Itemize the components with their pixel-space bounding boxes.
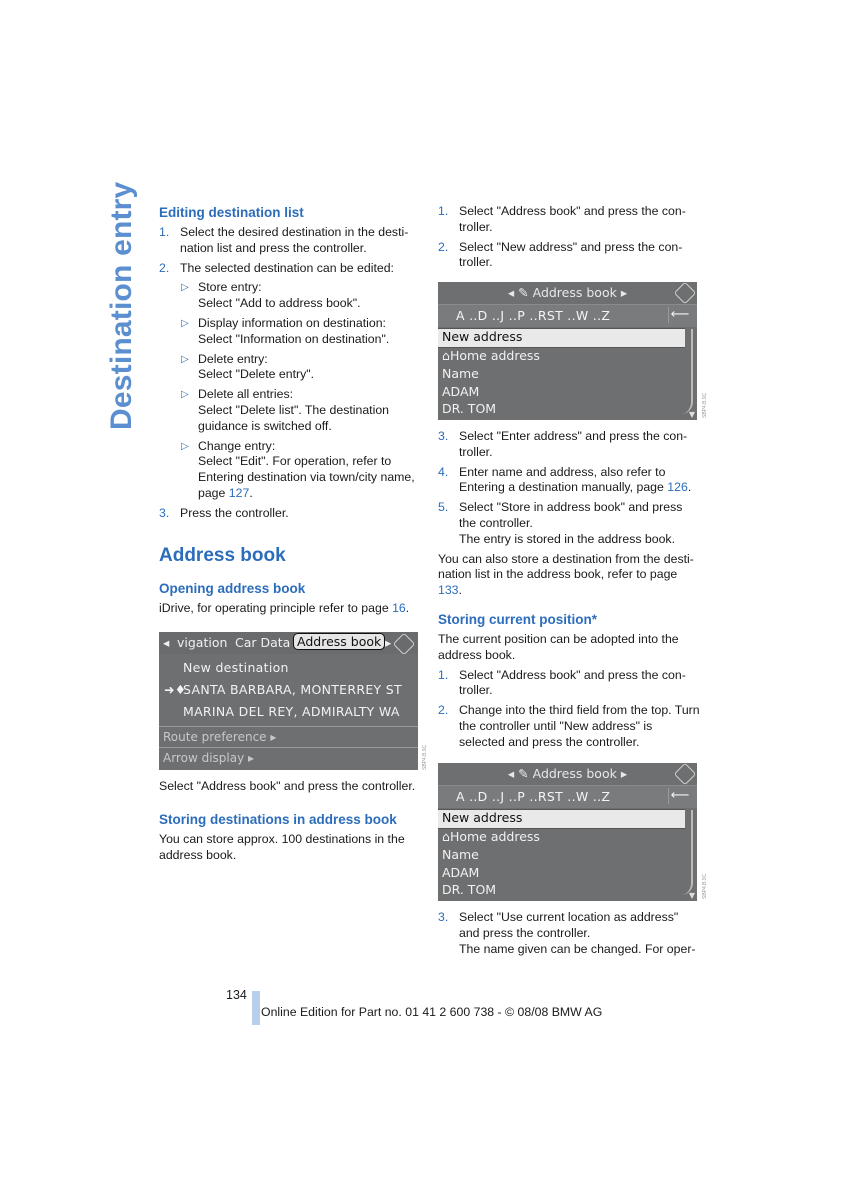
tab-navigation: vigation xyxy=(177,635,228,650)
selected-item: New address xyxy=(438,328,685,348)
back-arrow-icon: ⟵ xyxy=(668,788,691,804)
list-item: ⌂Home address xyxy=(442,348,540,363)
current-text: The current position can be adopted into the address book. xyxy=(438,631,679,662)
right-arrow-icon: ▸ xyxy=(620,766,628,781)
letter-index: A ..D ..J ..P ..RST ..W ..Z xyxy=(456,789,611,804)
screen-title-bar xyxy=(438,763,697,786)
step-item: 1. Select the desired destination in the desti-nation list and press the controller. xyxy=(159,225,409,255)
right-column xyxy=(438,204,700,271)
right-arrow-icon: ▸ xyxy=(385,635,392,650)
opening-text: iDrive, for operating principle refer to page 16. xyxy=(159,600,410,615)
also-text: You can also store a destination from the desti-nation list in the address book, refer to page 133. xyxy=(438,551,694,598)
footer-text: Online Edition for Part no. 01 41 2 600 738 - © 08/08 BMW AG xyxy=(261,1005,603,1019)
step-item: 4. Enter name and address, also refer to Entering a destination manually, page 126. xyxy=(438,464,692,495)
nav-tab-bar xyxy=(159,632,418,654)
step-item: 3. Select "Enter address" and press the con-troller. xyxy=(438,429,688,459)
letter-bar xyxy=(438,786,697,808)
list-item: DR. TOM xyxy=(442,882,497,897)
right-column-lower xyxy=(438,910,700,957)
scrollbar xyxy=(681,810,693,895)
address-book-heading: Address book xyxy=(159,544,286,566)
home-icon: ⌂ xyxy=(442,829,450,844)
side-chapter-title: Destination entry xyxy=(105,181,138,430)
page-link[interactable]: 133 xyxy=(438,583,459,598)
tab-car-data: Car Data xyxy=(235,635,291,650)
arrow-display-item: Arrow display ▸ xyxy=(163,751,255,765)
step-item: 1. Select "Address book" and press the con-troller. xyxy=(438,204,686,234)
address-book-icon: ✎ xyxy=(518,285,529,300)
page-number: 134 xyxy=(226,988,247,1002)
scroll-down-icon: ▼ xyxy=(688,891,695,900)
address-book-screen-image xyxy=(438,282,697,420)
sub-item: ▷ Store entry: Select "Add to address book". xyxy=(181,280,361,311)
tab-address-book: Address book xyxy=(293,633,385,650)
controller-icon xyxy=(393,633,416,656)
list-item: ADAM xyxy=(442,865,480,880)
sub-item: ▷ Display information on destination: Select "Information on destination". xyxy=(181,315,390,346)
left-arrow-icon: ◂ xyxy=(507,766,515,781)
left-column xyxy=(159,204,421,616)
scrollbar xyxy=(681,329,693,414)
storing-heading: Storing destinations in address book xyxy=(159,811,397,827)
sub-item: ▷ Change entry: Select "Edit". For operation, refer to Entering destination via town/city name, page 127. xyxy=(181,438,415,500)
step-item: 3. Select "Use current location as address" and press the controller. The name given can be changed. For oper- xyxy=(438,910,696,956)
nav-item-new-destination: New destination xyxy=(183,660,289,675)
page-link[interactable]: 126 xyxy=(667,480,688,495)
opening-heading: Opening address book xyxy=(159,580,306,596)
flag-arrow-icon: ➜♦ xyxy=(164,682,187,697)
select-text: Select "Address book" and press the controller. xyxy=(159,779,416,793)
letter-index: A ..D ..J ..P ..RST ..W ..Z xyxy=(456,308,611,323)
step-item: 2. Change into the third field from the top. Turn the controller until "New address" is selected and press the controller. xyxy=(438,703,700,749)
storing-text: You can store approx. 100 destinations in the address book. xyxy=(159,831,405,862)
back-arrow-icon: ⟵ xyxy=(668,307,691,323)
current-position-heading: Storing current position* xyxy=(438,611,598,627)
address-book-screen-image xyxy=(438,763,697,901)
left-arrow-icon: ◂ xyxy=(507,285,515,300)
sub-item: ▷ Delete all entries: Select "Delete list". The destination guidance is switched off. xyxy=(181,387,390,433)
left-arrow-icon: ◂ xyxy=(163,635,170,650)
letter-bar xyxy=(438,305,697,327)
sub-item: ▷ Delete entry: Select "Delete entry". xyxy=(181,351,315,382)
step-item: 5. Select "Store in address book" and press the controller. The entry is stored in the address book. xyxy=(438,500,683,546)
list-item: ⌂Home address xyxy=(442,829,540,844)
page-link[interactable]: 16 xyxy=(392,600,406,615)
left-column-lower xyxy=(159,779,421,863)
nav-item-destination: SANTA BARBARA, MONTERREY ST xyxy=(183,682,402,697)
address-book-icon: ✎ xyxy=(518,766,529,781)
step-item: 3. Press the controller. xyxy=(159,505,289,520)
step-item: 2. The selected destination can be edited: xyxy=(159,260,394,275)
footer-accent-bar xyxy=(252,991,260,1025)
list-item: Name xyxy=(442,847,479,862)
scroll-down-icon: ▼ xyxy=(688,410,695,419)
step-item: 1. Select "Address book" and press the con-troller. xyxy=(438,667,686,698)
screen-title: Address book xyxy=(532,766,617,781)
step-item: 2. Select "New address" and press the con-troller. xyxy=(438,239,683,270)
route-preference-item: Route preference ▸ xyxy=(163,730,277,744)
selected-item: New address xyxy=(438,809,685,829)
right-arrow-icon: ▸ xyxy=(620,285,628,300)
home-icon: ⌂ xyxy=(442,348,450,363)
screen-title-bar xyxy=(438,282,697,305)
page-link[interactable]: 127 xyxy=(228,485,250,500)
list-item: DR. TOM xyxy=(442,401,497,416)
screen-title: Address book xyxy=(532,285,617,300)
right-column-middle xyxy=(438,429,700,751)
list-item: Name xyxy=(442,366,479,381)
nav-item-destination: MARINA DEL REY, ADMIRALTY WA xyxy=(183,704,400,719)
editing-heading: Editing destination list xyxy=(159,205,304,220)
navigation-screen-image xyxy=(159,632,418,770)
list-item: ADAM xyxy=(442,384,480,399)
